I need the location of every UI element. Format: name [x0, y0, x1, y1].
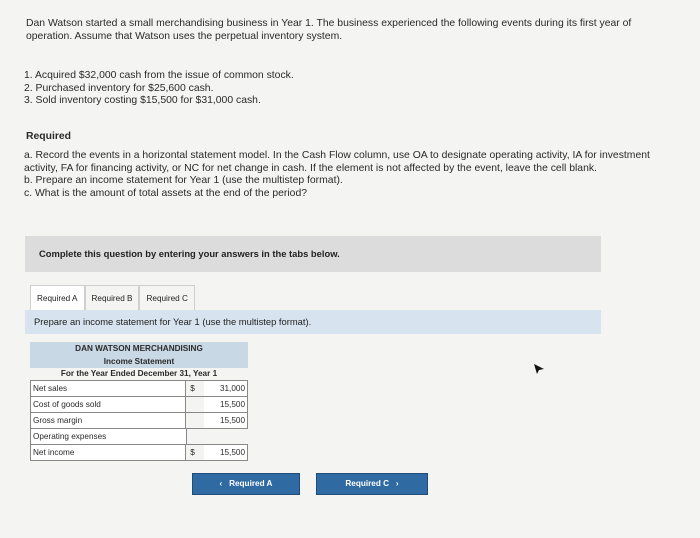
statement-row-gross-margin: [31, 412, 248, 428]
currency-symbol: [186, 397, 204, 412]
statement-rows: [30, 380, 248, 461]
event-item: 2. Purchased inventory for $25,600 cash.: [24, 82, 214, 94]
statement-row-net-income: [31, 444, 248, 460]
panel-instruction: Prepare an income statement for Year 1 (use the multistep format).: [34, 316, 312, 327]
row-label-input[interactable]: Net income: [31, 445, 186, 460]
currency-symbol: $: [190, 384, 195, 393]
row-amount-input[interactable]: 15,500: [204, 445, 248, 460]
next-required-c-button[interactable]: [316, 473, 428, 495]
row-amount-input[interactable]: [205, 429, 248, 444]
requirement-c: c. What is the amount of total assets at the end of the period?: [24, 187, 308, 199]
mouse-cursor-icon: [533, 363, 545, 375]
row-amount-input[interactable]: 31,000: [204, 381, 248, 396]
tab-required-c[interactable]: Required C: [139, 285, 194, 311]
tab-required-b[interactable]: Required B: [85, 285, 140, 311]
currency-symbol: [186, 413, 204, 428]
instructions-banner: [25, 236, 601, 272]
statement-period: For the Year Ended December 31, Year 1: [60, 369, 218, 378]
banner-text: Complete this question by entering your answers in the tabs below.: [39, 248, 340, 259]
statement-row-cogs: [31, 396, 248, 412]
chevron-right-icon: ›: [395, 479, 399, 488]
tab-required-a[interactable]: Required A: [30, 285, 85, 311]
panel-instruction-bar: [25, 310, 601, 334]
requirement-a: a. Record the events in a horizontal statement model. In the Cash Flow column, use OA to designate operating activity, IA for investment activity, FA for financing activity, or NC for net change in cash. If the element is not affected by the event, leave the cell blank.: [24, 150, 650, 174]
income-statement: [30, 342, 248, 461]
row-amount-input[interactable]: 15,500: [204, 397, 248, 412]
chevron-left-icon: ‹: [219, 479, 223, 488]
next-button-label: Required C: [345, 479, 390, 488]
row-label-input[interactable]: Net sales: [31, 381, 186, 396]
event-item: 1. Acquired $32,000 cash from the issue of common stock.: [24, 70, 294, 81]
statement-company: DAN WATSON MERCHANDISING: [30, 342, 248, 355]
statement-row-net-sales: [31, 380, 248, 396]
currency-symbol: $: [190, 448, 195, 457]
row-label-input[interactable]: Operating expenses: [31, 429, 187, 444]
events-list: [24, 70, 294, 108]
problem-intro: Dan Watson started a small merchandising business in Year 1. The business experienced the following events during its first year of operation. Assume that Watson uses the perpetual inventory system.: [26, 18, 632, 42]
prev-required-a-button[interactable]: [192, 473, 300, 495]
statement-title: Income Statement: [30, 355, 248, 368]
requirements-list: [24, 150, 664, 200]
currency-symbol: [187, 429, 205, 444]
required-heading: Required: [26, 131, 72, 142]
row-label-input[interactable]: Gross margin: [31, 413, 186, 428]
event-item: 3. Sold inventory costing $15,500 for $31,000 cash.: [24, 95, 261, 106]
row-amount-input[interactable]: 15,500: [204, 413, 248, 428]
row-label-input[interactable]: Cost of goods sold: [31, 397, 186, 412]
tab-bar: [30, 285, 195, 311]
prev-button-label: Required A: [229, 479, 273, 488]
statement-row-operating-expenses: [31, 428, 248, 444]
requirement-b: b. Prepare an income statement for Year 1 (use the multistep format).: [24, 175, 343, 186]
